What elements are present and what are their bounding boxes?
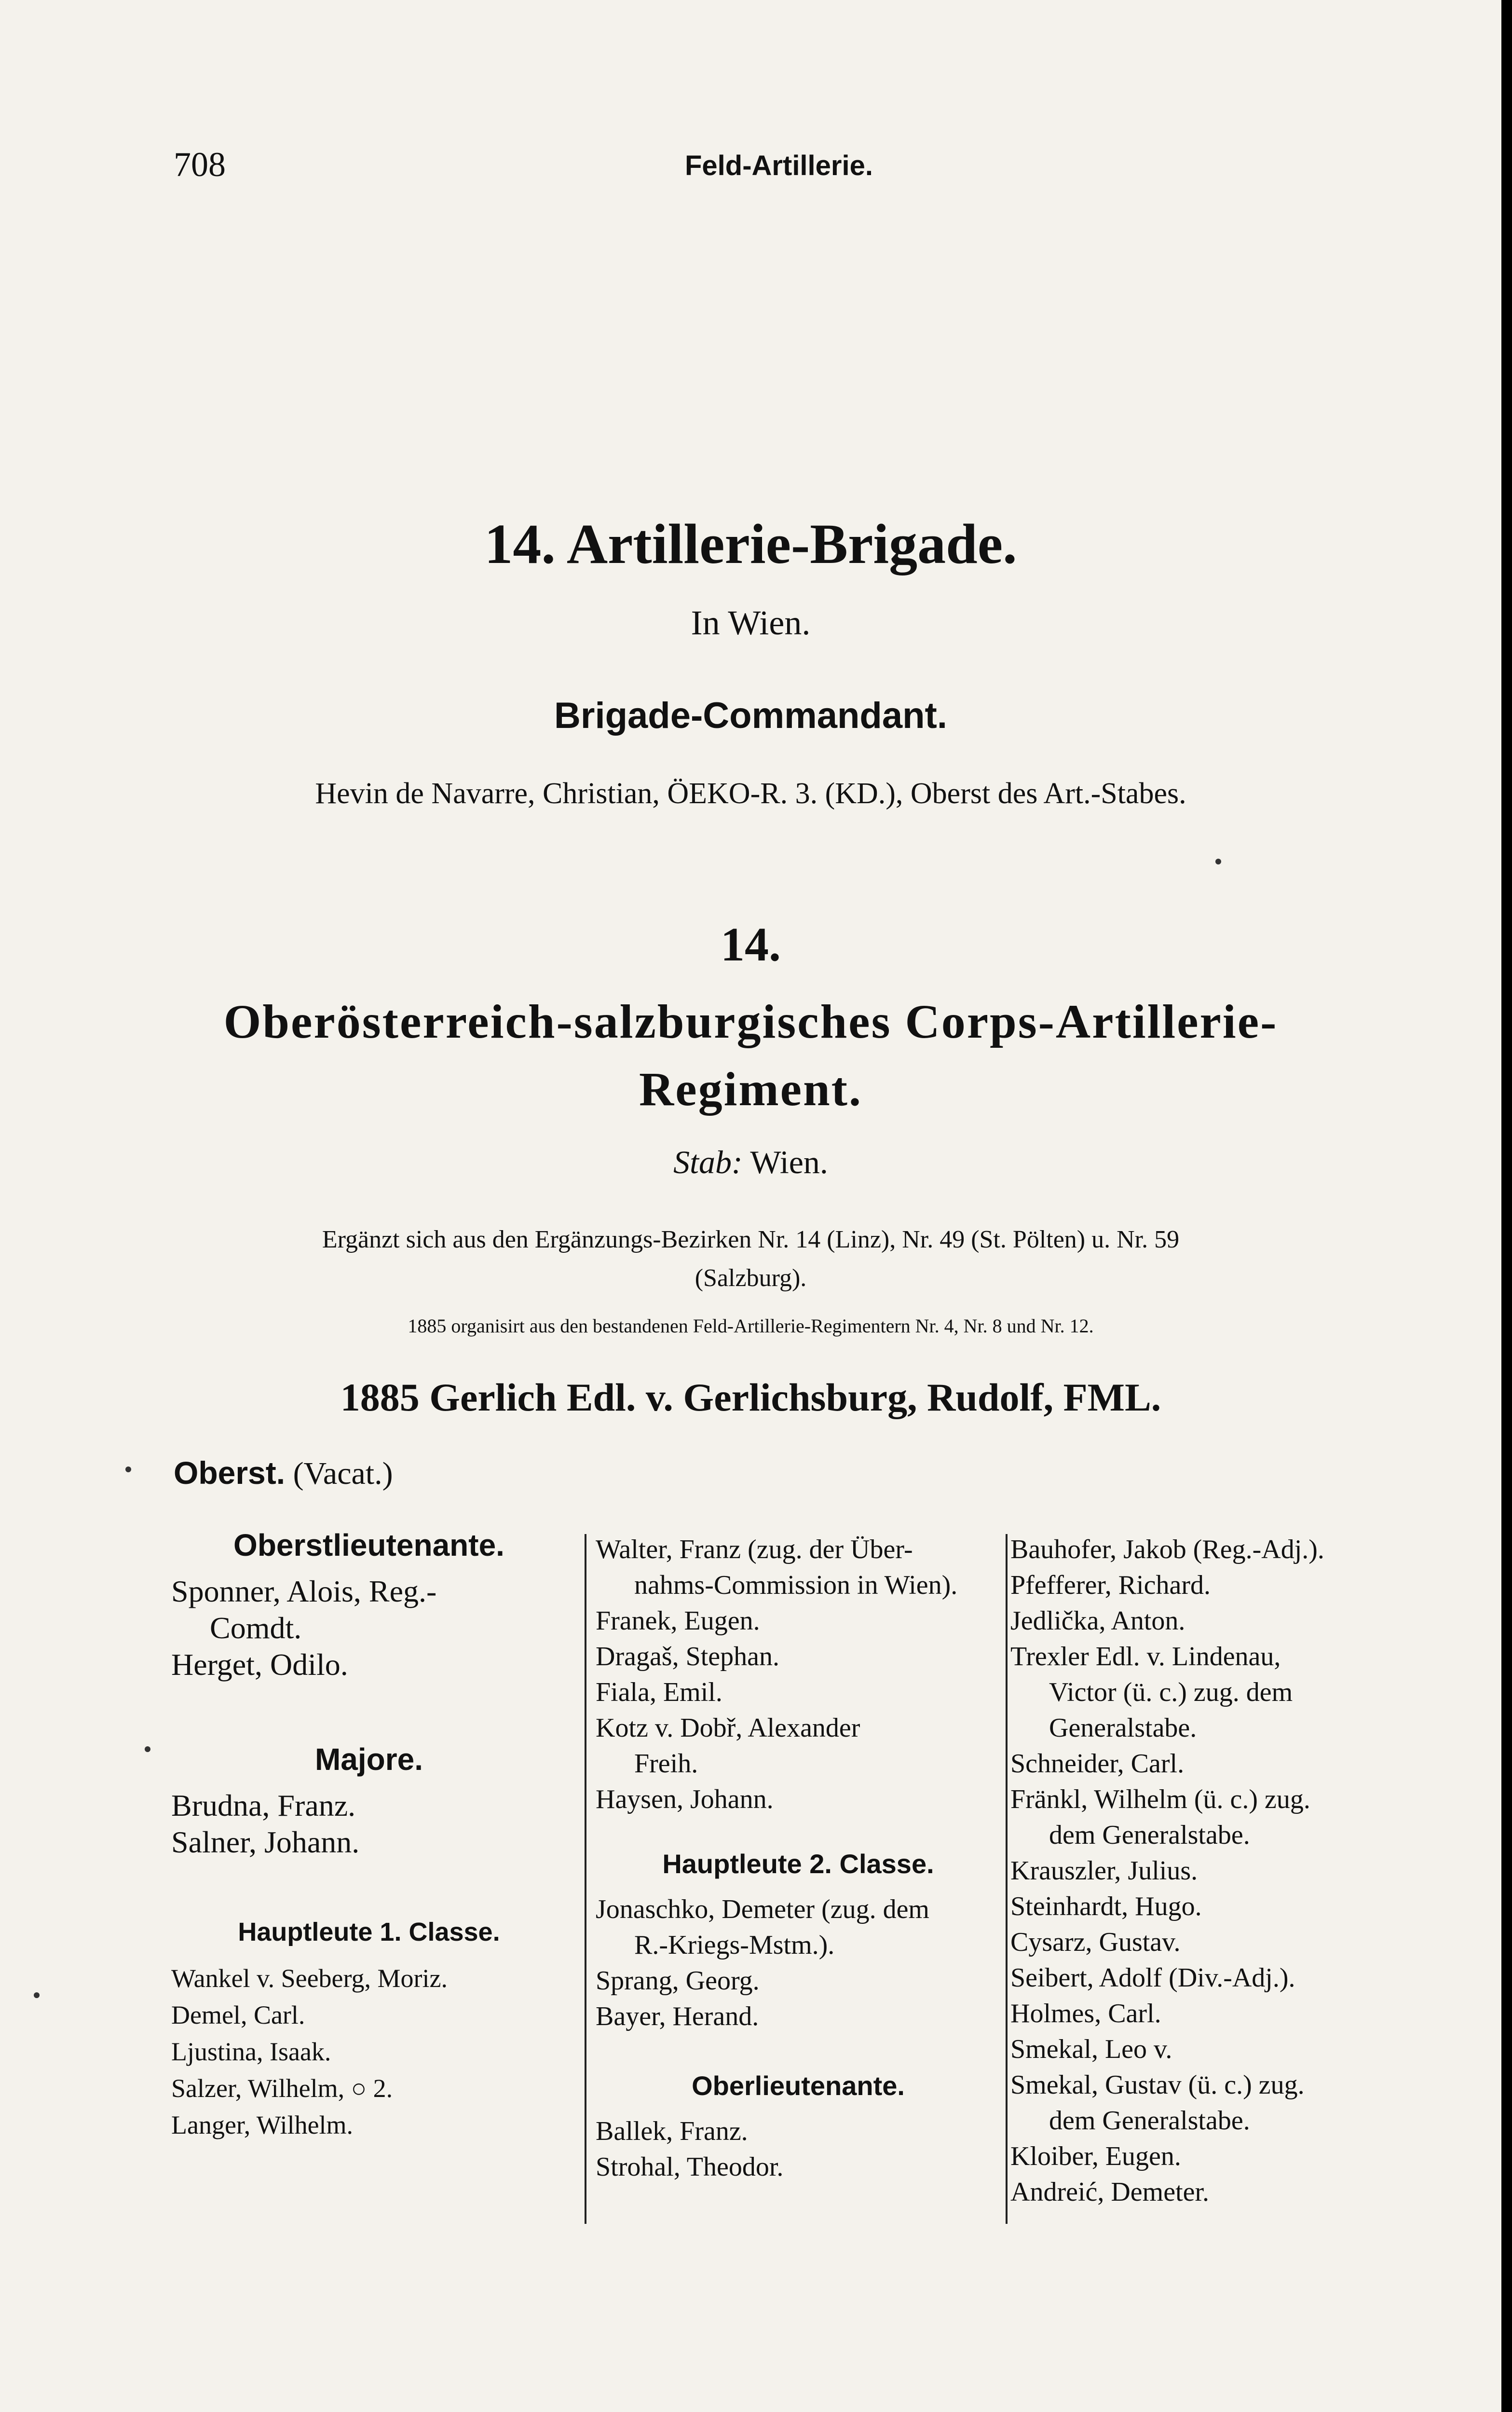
- list-item: Smekal, Leo v.: [1010, 2034, 1172, 2064]
- list-item: nahms-Commission in Wien).: [634, 1570, 958, 1600]
- list-item: Seibert, Adolf (Div.-Adj.).: [1010, 1963, 1295, 1993]
- list-item: Smekal, Gustav (ü. c.) zug.: [1010, 2070, 1305, 2100]
- list-item: dem Generalstabe.: [1049, 1820, 1250, 1850]
- scan-speck: [1215, 859, 1221, 864]
- list-item: Wankel v. Seeberg, Moriz.: [171, 1964, 448, 1993]
- column-divider: [585, 1534, 586, 2224]
- oberst-line: [174, 1454, 393, 1492]
- list-item: Steinhardt, Hugo.: [1010, 1891, 1202, 1921]
- list-item: Brudna, Franz.: [171, 1788, 356, 1823]
- column-divider: [1006, 1534, 1008, 2224]
- regiment-number: 14.: [721, 918, 781, 971]
- list-item: Jonaschko, Demeter (zug. dem: [596, 1894, 929, 1924]
- column-1: [171, 1527, 567, 2143]
- list-item: Andreić, Demeter.: [1010, 2177, 1210, 2207]
- list-item: Ballek, Franz.: [596, 2116, 748, 2146]
- list-item: Bayer, Herand.: [596, 2001, 759, 2031]
- list-item: Haysen, Johann.: [596, 1784, 774, 1814]
- stab-value: Wien.: [750, 1144, 828, 1180]
- commandant-name: Hevin de Navarre, Christian, ÖEKO-R. 3. (KD.), Oberst des Art.-Stabes.: [315, 777, 1186, 810]
- stab-label: Stab:: [673, 1144, 743, 1180]
- list-item: Walter, Franz (zug. der Über-: [596, 1535, 913, 1564]
- list-item: Salzer, Wilhelm, ○ 2.: [171, 2074, 393, 2103]
- list-item: Salner, Johann.: [171, 1825, 360, 1859]
- regiment-inhaber: 1885 Gerlich Edl. v. Gerlichsburg, Rudolf, FML.: [340, 1375, 1161, 1419]
- column-2: [596, 1532, 1001, 2185]
- list-item: Comdt.: [210, 1611, 302, 1645]
- list-item: Holmes, Carl.: [1010, 1999, 1161, 2028]
- list-item: Jedlička, Anton.: [1010, 1606, 1185, 1636]
- list-item: Trexler Edl. v. Lindenau,: [1010, 1642, 1281, 1672]
- brigade-location: In Wien.: [691, 603, 811, 642]
- list-item: Langer, Wilhelm.: [171, 2110, 354, 2139]
- list-item: Strohal, Theodor.: [596, 2152, 784, 2182]
- ergaenzt-line1: Ergänzt sich aus den Ergänzungs-Bezirken Nr. 14 (Linz), Nr. 49 (St. Pölten) u. Nr. 59: [322, 1226, 1180, 1253]
- list-item: Generalstabe.: [1049, 1713, 1197, 1743]
- list-item: Franek, Eugen.: [596, 1606, 760, 1636]
- list-item: Freih.: [634, 1749, 698, 1779]
- list-item: Pfefferer, Richard.: [1010, 1570, 1211, 1600]
- list-item: Herget, Odilo.: [171, 1647, 348, 1682]
- list-item: dem Generalstabe.: [1049, 2106, 1250, 2136]
- oberstlieutenante-heading: Oberstlieutenante.: [233, 1528, 504, 1562]
- list-item: Sponner, Alois, Reg.-: [171, 1574, 437, 1608]
- list-item: Kloiber, Eugen.: [1010, 2141, 1181, 2171]
- scan-speck: [125, 1466, 131, 1472]
- hauptleute1-heading: Hauptleute 1. Classe.: [238, 1918, 500, 1946]
- majore-heading: Majore.: [314, 1742, 423, 1777]
- commandant-heading: Brigade-Commandant.: [554, 695, 947, 736]
- list-item: Ljustina, Isaak.: [171, 2037, 331, 2066]
- regiment-title-line2: Regiment.: [639, 1062, 862, 1116]
- oberlieutenante-heading: Oberlieutenante.: [692, 2070, 905, 2101]
- list-item: Victor (ü. c.) zug. dem: [1049, 1677, 1293, 1707]
- list-item: Dragaš, Stephan.: [596, 1642, 780, 1672]
- organisation-note: 1885 organisirt aus den bestandenen Feld-Artillerie-Regimentern Nr. 4, Nr. 8 und Nr. 12.: [408, 1315, 1094, 1337]
- list-item: Fränkl, Wilhelm (ü. c.) zug.: [1010, 1784, 1310, 1814]
- list-item: R.-Kriegs-Mstm.).: [634, 1930, 835, 1960]
- scan-speck: [145, 1746, 150, 1752]
- list-item: Fiala, Emil.: [596, 1677, 722, 1707]
- list-item: Cysarz, Gustav.: [1010, 1927, 1181, 1957]
- oberst-value: (Vacat.): [293, 1456, 393, 1491]
- list-item: Demel, Carl.: [171, 2001, 305, 2029]
- list-item: Krauszler, Julius.: [1010, 1856, 1198, 1886]
- hauptleute2-heading: Hauptleute 2. Classe.: [662, 1849, 934, 1879]
- ergaenzt-line2: (Salzburg).: [695, 1264, 807, 1292]
- list-item: Bauhofer, Jakob (Reg.-Adj.).: [1010, 1535, 1324, 1564]
- running-head: Feld-Artillerie.: [685, 150, 873, 181]
- list-item: Schneider, Carl.: [1010, 1749, 1185, 1779]
- scan-speck: [34, 1992, 40, 1998]
- list-item: Sprang, Georg.: [596, 1966, 760, 1996]
- page-number: 708: [174, 145, 226, 184]
- stab-line: [0, 1143, 1501, 1181]
- regiment-title-line1: Oberösterreich-salzburgisches Corps-Artillerie-: [223, 995, 1278, 1048]
- list-item: Kotz v. Dobř, Alexander: [596, 1713, 860, 1743]
- brigade-title: 14. Artillerie-Brigade.: [484, 512, 1017, 576]
- column-3: [1010, 1532, 1444, 2210]
- oberst-label: Oberst.: [174, 1455, 286, 1491]
